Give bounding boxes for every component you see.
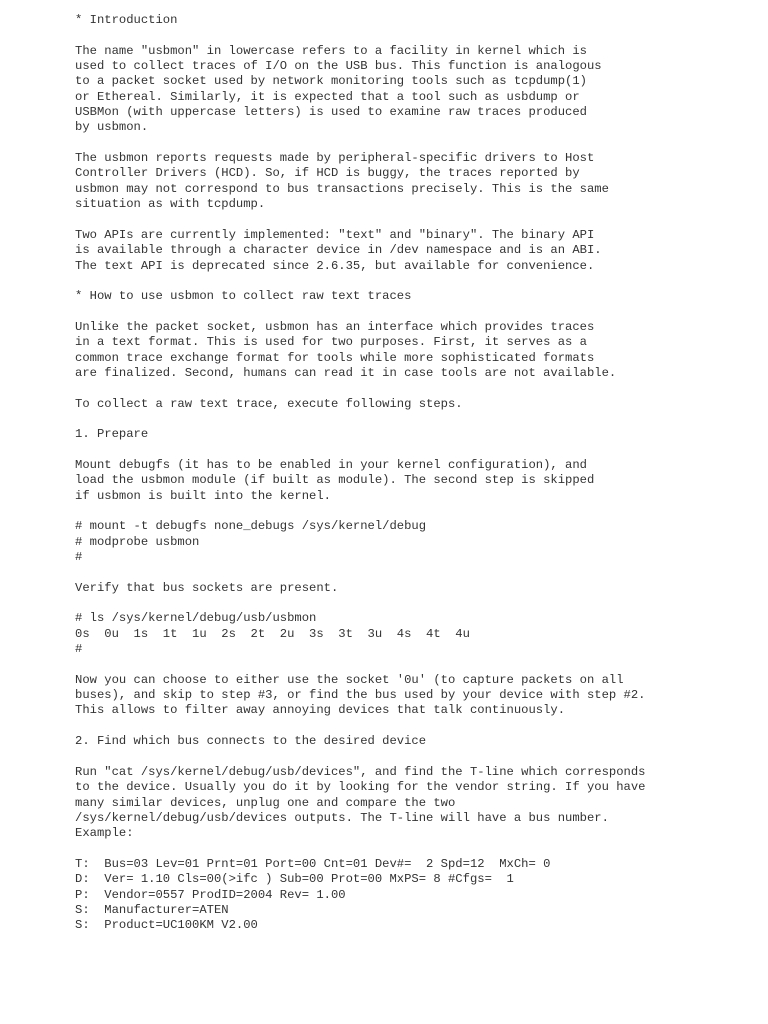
text-line: to a packet socket used by network monitoring tools such as tcpdump(1) [75, 74, 587, 89]
text-line [75, 565, 755, 580]
text-line: by usbmon. [75, 120, 149, 135]
text-line: Run "cat /sys/kernel/debug/usb/devices", and find the T-line which corresponds [75, 764, 646, 779]
text-line: common trace exchange format for tools while more sophisticated formats [75, 350, 595, 365]
text-line: T: Bus=03 Lev=01 Prnt=01 Port=00 Cnt=01 Dev#= 2 Spd=12 MxCh= 0 [75, 856, 551, 871]
text-line: in a text format. This is used for two purposes. First, it serves as a [75, 335, 587, 350]
text-line: # modprobe usbmon [75, 534, 200, 549]
text-line: Mount debugfs (it has to be enabled in your kernel configuration), and [75, 457, 587, 472]
text-line: are finalized. Second, humans can read it in case tools are not available. [75, 365, 617, 380]
text-line: situation as with tcpdump. [75, 197, 266, 212]
text-line: or Ethereal. Similarly, it is expected that a tool such as usbdump or [75, 89, 580, 104]
text-line [75, 443, 755, 458]
text-line: Now you can choose to either use the socket '0u' (to capture packets on all [75, 672, 624, 687]
text-line: Verify that bus sockets are present. [75, 580, 339, 595]
text-line: to the device. Usually you do it by looking for the vendor string. If you have [75, 780, 646, 795]
text-line: buses), and skip to step #3, or find the bus used by your device with step #2. [75, 688, 646, 703]
text-line: # [75, 550, 83, 565]
text-line: To collect a raw text trace, execute following steps. [75, 396, 463, 411]
text-line: load the usbmon module (if built as module). The second step is skipped [75, 473, 595, 488]
text-line [75, 750, 755, 765]
text-line: used to collect traces of I/O on the USB bus. This function is analogous [75, 59, 602, 74]
text-line [75, 381, 755, 396]
text-line: The text API is deprecated since 2.6.35, but available for convenience. [75, 258, 595, 273]
text-line: Two APIs are currently implemented: "text" and "binary". The binary API [75, 227, 595, 242]
text-line [75, 136, 755, 151]
document-body [75, 13, 755, 934]
text-line: P: Vendor=0557 ProdID=2004 Rev= 1.00 [75, 887, 346, 902]
text-line: many similar devices, unplug one and compare the two [75, 795, 456, 810]
text-line: # ls /sys/kernel/debug/usb/usbmon [75, 611, 317, 626]
text-line: Unlike the packet socket, usbmon has an interface which provides traces [75, 319, 595, 334]
text-line: The usbmon reports requests made by peripheral-specific drivers to Host [75, 151, 595, 166]
text-line: if usbmon is built into the kernel. [75, 488, 331, 503]
text-line: Example: [75, 826, 134, 841]
text-line: /sys/kernel/debug/usb/devices outputs. The T-line will have a bus number. [75, 810, 609, 825]
text-line [75, 719, 755, 734]
text-line: S: Manufacturer=ATEN [75, 902, 229, 917]
text-line: is available through a character device in /dev namespace and is an ABI. [75, 243, 602, 258]
text-line: * Introduction [75, 13, 178, 27]
text-line: D: Ver= 1.10 Cls=00(>ifc ) Sub=00 Prot=00 MxPS= 8 #Cfgs= 1 [75, 872, 514, 887]
text-line [75, 212, 755, 227]
text-line [75, 412, 755, 427]
text-line: USBMon (with uppercase letters) is used to examine raw traces produced [75, 105, 587, 120]
text-line: S: Product=UC100KM V2.00 [75, 918, 258, 933]
text-line [75, 305, 755, 320]
text-line [75, 274, 755, 289]
text-line: The name "usbmon" in lowercase refers to a facility in kernel which is [75, 43, 587, 58]
text-line: # [75, 642, 83, 657]
text-line [75, 596, 755, 611]
text-line [75, 842, 755, 857]
text-line: This allows to filter away annoying devices that talk continuously. [75, 703, 566, 718]
text-line: 1. Prepare [75, 427, 149, 442]
text-line: 2. Find which bus connects to the desired device [75, 734, 427, 749]
text-line [75, 504, 755, 519]
text-line: # mount -t debugfs none_debugs /sys/kernel/debug [75, 519, 427, 534]
text-line: Controller Drivers (HCD). So, if HCD is buggy, the traces reported by [75, 166, 580, 181]
text-line: 0s 0u 1s 1t 1u 2s 2t 2u 3s 3t 3u 4s 4t 4u [75, 626, 470, 641]
text-line: usbmon may not correspond to bus transactions precisely. This is the same [75, 181, 609, 196]
text-line [75, 28, 755, 43]
text-line: * How to use usbmon to collect raw text traces [75, 289, 412, 304]
text-line [75, 657, 755, 672]
